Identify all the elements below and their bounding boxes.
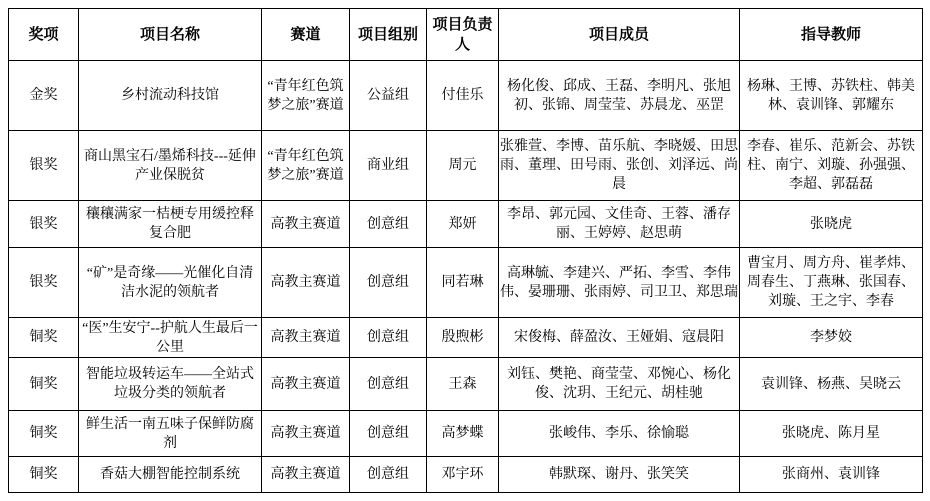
column-header-leader: 项目负责人 (427, 9, 499, 61)
column-header-award: 奖项 (9, 9, 79, 61)
cell-award: 铜奖 (9, 457, 79, 493)
cell-members: 李昂、郭元园、文佳奇、王蓉、潘存丽、王婷婷、赵思萌 (499, 201, 740, 248)
cell-group: 创意组 (350, 248, 427, 318)
cell-track: 高教主赛道 (262, 457, 350, 493)
column-header-track: 赛道 (262, 9, 350, 61)
cell-members: 宋俊梅、薛盈汝、王娅娟、寇晨阳 (499, 318, 740, 358)
cell-members: 张峻伟、李乐、徐愉聪 (499, 411, 740, 457)
cell-track: 高教主赛道 (262, 358, 350, 411)
cell-project: “矿”是奇缘——光催化自清洁水泥的领航者 (79, 248, 262, 318)
cell-advisors: 李梦姣 (740, 318, 923, 358)
column-header-project: 项目名称 (79, 9, 262, 61)
cell-group: 创意组 (350, 358, 427, 411)
cell-advisors: 李春、崔乐、范新会、苏铁柱、南宁、刘璇、孙强强、李超、郭磊磊 (740, 131, 923, 201)
column-header-group: 项目组别 (350, 9, 427, 61)
cell-members: 韩默琛、谢丹、张笑笑 (499, 457, 740, 493)
column-header-advisors: 指导教师 (740, 9, 923, 61)
table-row (9, 131, 923, 201)
cell-project: 穰穰满家一桔梗专用缓控释复合肥 (79, 201, 262, 248)
cell-leader: 王森 (427, 358, 499, 411)
cell-leader: 同若琳 (427, 248, 499, 318)
cell-leader: 邓宇环 (427, 457, 499, 493)
table-row (9, 457, 923, 493)
table-row (9, 318, 923, 358)
cell-project: 智能垃圾转运车——全站式垃圾分类的领航者 (79, 358, 262, 411)
cell-group: 商业组 (350, 131, 427, 201)
cell-award: 金奖 (9, 61, 79, 131)
cell-track: 高教主赛道 (262, 318, 350, 358)
cell-advisors: 曹宝月、周方舟、崔孝炜、周春生、丁燕琳、张国春、刘璇、王之宇、李春 (740, 248, 923, 318)
cell-award: 银奖 (9, 248, 79, 318)
cell-advisors: 张晓虎、陈月星 (740, 411, 923, 457)
cell-advisors: 张商州、袁训锋 (740, 457, 923, 493)
cell-leader: 高梦蝶 (427, 411, 499, 457)
cell-members: 高琳毓、李建兴、严拓、李雪、李伟伟、晏珊珊、张雨婷、司卫卫、郑思瑞 (499, 248, 740, 318)
cell-award: 银奖 (9, 131, 79, 201)
cell-members: 张雅萱、李博、苗乐航、李晓媛、田思雨、董理、田号雨、张创、刘泽远、尚晨 (499, 131, 740, 201)
cell-members: 杨化俊、邱成、王磊、李明凡、张旭初、张锦、周莹莹、苏晨龙、巫罡 (499, 61, 740, 131)
cell-group: 创意组 (350, 457, 427, 493)
cell-advisors: 张晓虎 (740, 201, 923, 248)
table-row (9, 411, 923, 457)
cell-track: “青年红色筑梦之旅”赛道 (262, 131, 350, 201)
cell-track: 高教主赛道 (262, 411, 350, 457)
cell-project: 香菇大棚智能控制系统 (79, 457, 262, 493)
cell-project: “医”生安宁--护航人生最后一公里 (79, 318, 262, 358)
cell-leader: 殷煦彬 (427, 318, 499, 358)
cell-award: 银奖 (9, 201, 79, 248)
table-row (9, 248, 923, 318)
table-row (9, 358, 923, 411)
cell-track: 高教主赛道 (262, 201, 350, 248)
table-row (9, 201, 923, 248)
cell-award: 铜奖 (9, 411, 79, 457)
cell-advisors: 袁训锋、杨燕、吴晓云 (740, 358, 923, 411)
cell-project: 鲜生活一南五味子保鲜防腐剂 (79, 411, 262, 457)
cell-award: 铜奖 (9, 318, 79, 358)
cell-group: 创意组 (350, 201, 427, 248)
awards-table (8, 8, 923, 493)
cell-award: 铜奖 (9, 358, 79, 411)
cell-leader: 周元 (427, 131, 499, 201)
cell-members: 刘钰、樊艳、商莹莹、邓惋心、杨化俊、沈玥、王纪元、胡桂驰 (499, 358, 740, 411)
table-header (9, 9, 923, 61)
table-body (9, 61, 923, 493)
cell-group: 创意组 (350, 318, 427, 358)
column-header-members: 项目成员 (499, 9, 740, 61)
cell-group: 公益组 (350, 61, 427, 131)
cell-project: 商山黑宝石/墨烯科技---延伸产业保脱贫 (79, 131, 262, 201)
cell-project: 乡村流动科技馆 (79, 61, 262, 131)
cell-track: “青年红色筑梦之旅”赛道 (262, 61, 350, 131)
cell-group: 创意组 (350, 411, 427, 457)
header-row (9, 9, 923, 61)
cell-leader: 郑妍 (427, 201, 499, 248)
table-row (9, 61, 923, 131)
cell-advisors: 杨琳、王博、苏铁柱、韩美林、袁训锋、郭耀东 (740, 61, 923, 131)
cell-track: 高教主赛道 (262, 248, 350, 318)
cell-leader: 付佳乐 (427, 61, 499, 131)
